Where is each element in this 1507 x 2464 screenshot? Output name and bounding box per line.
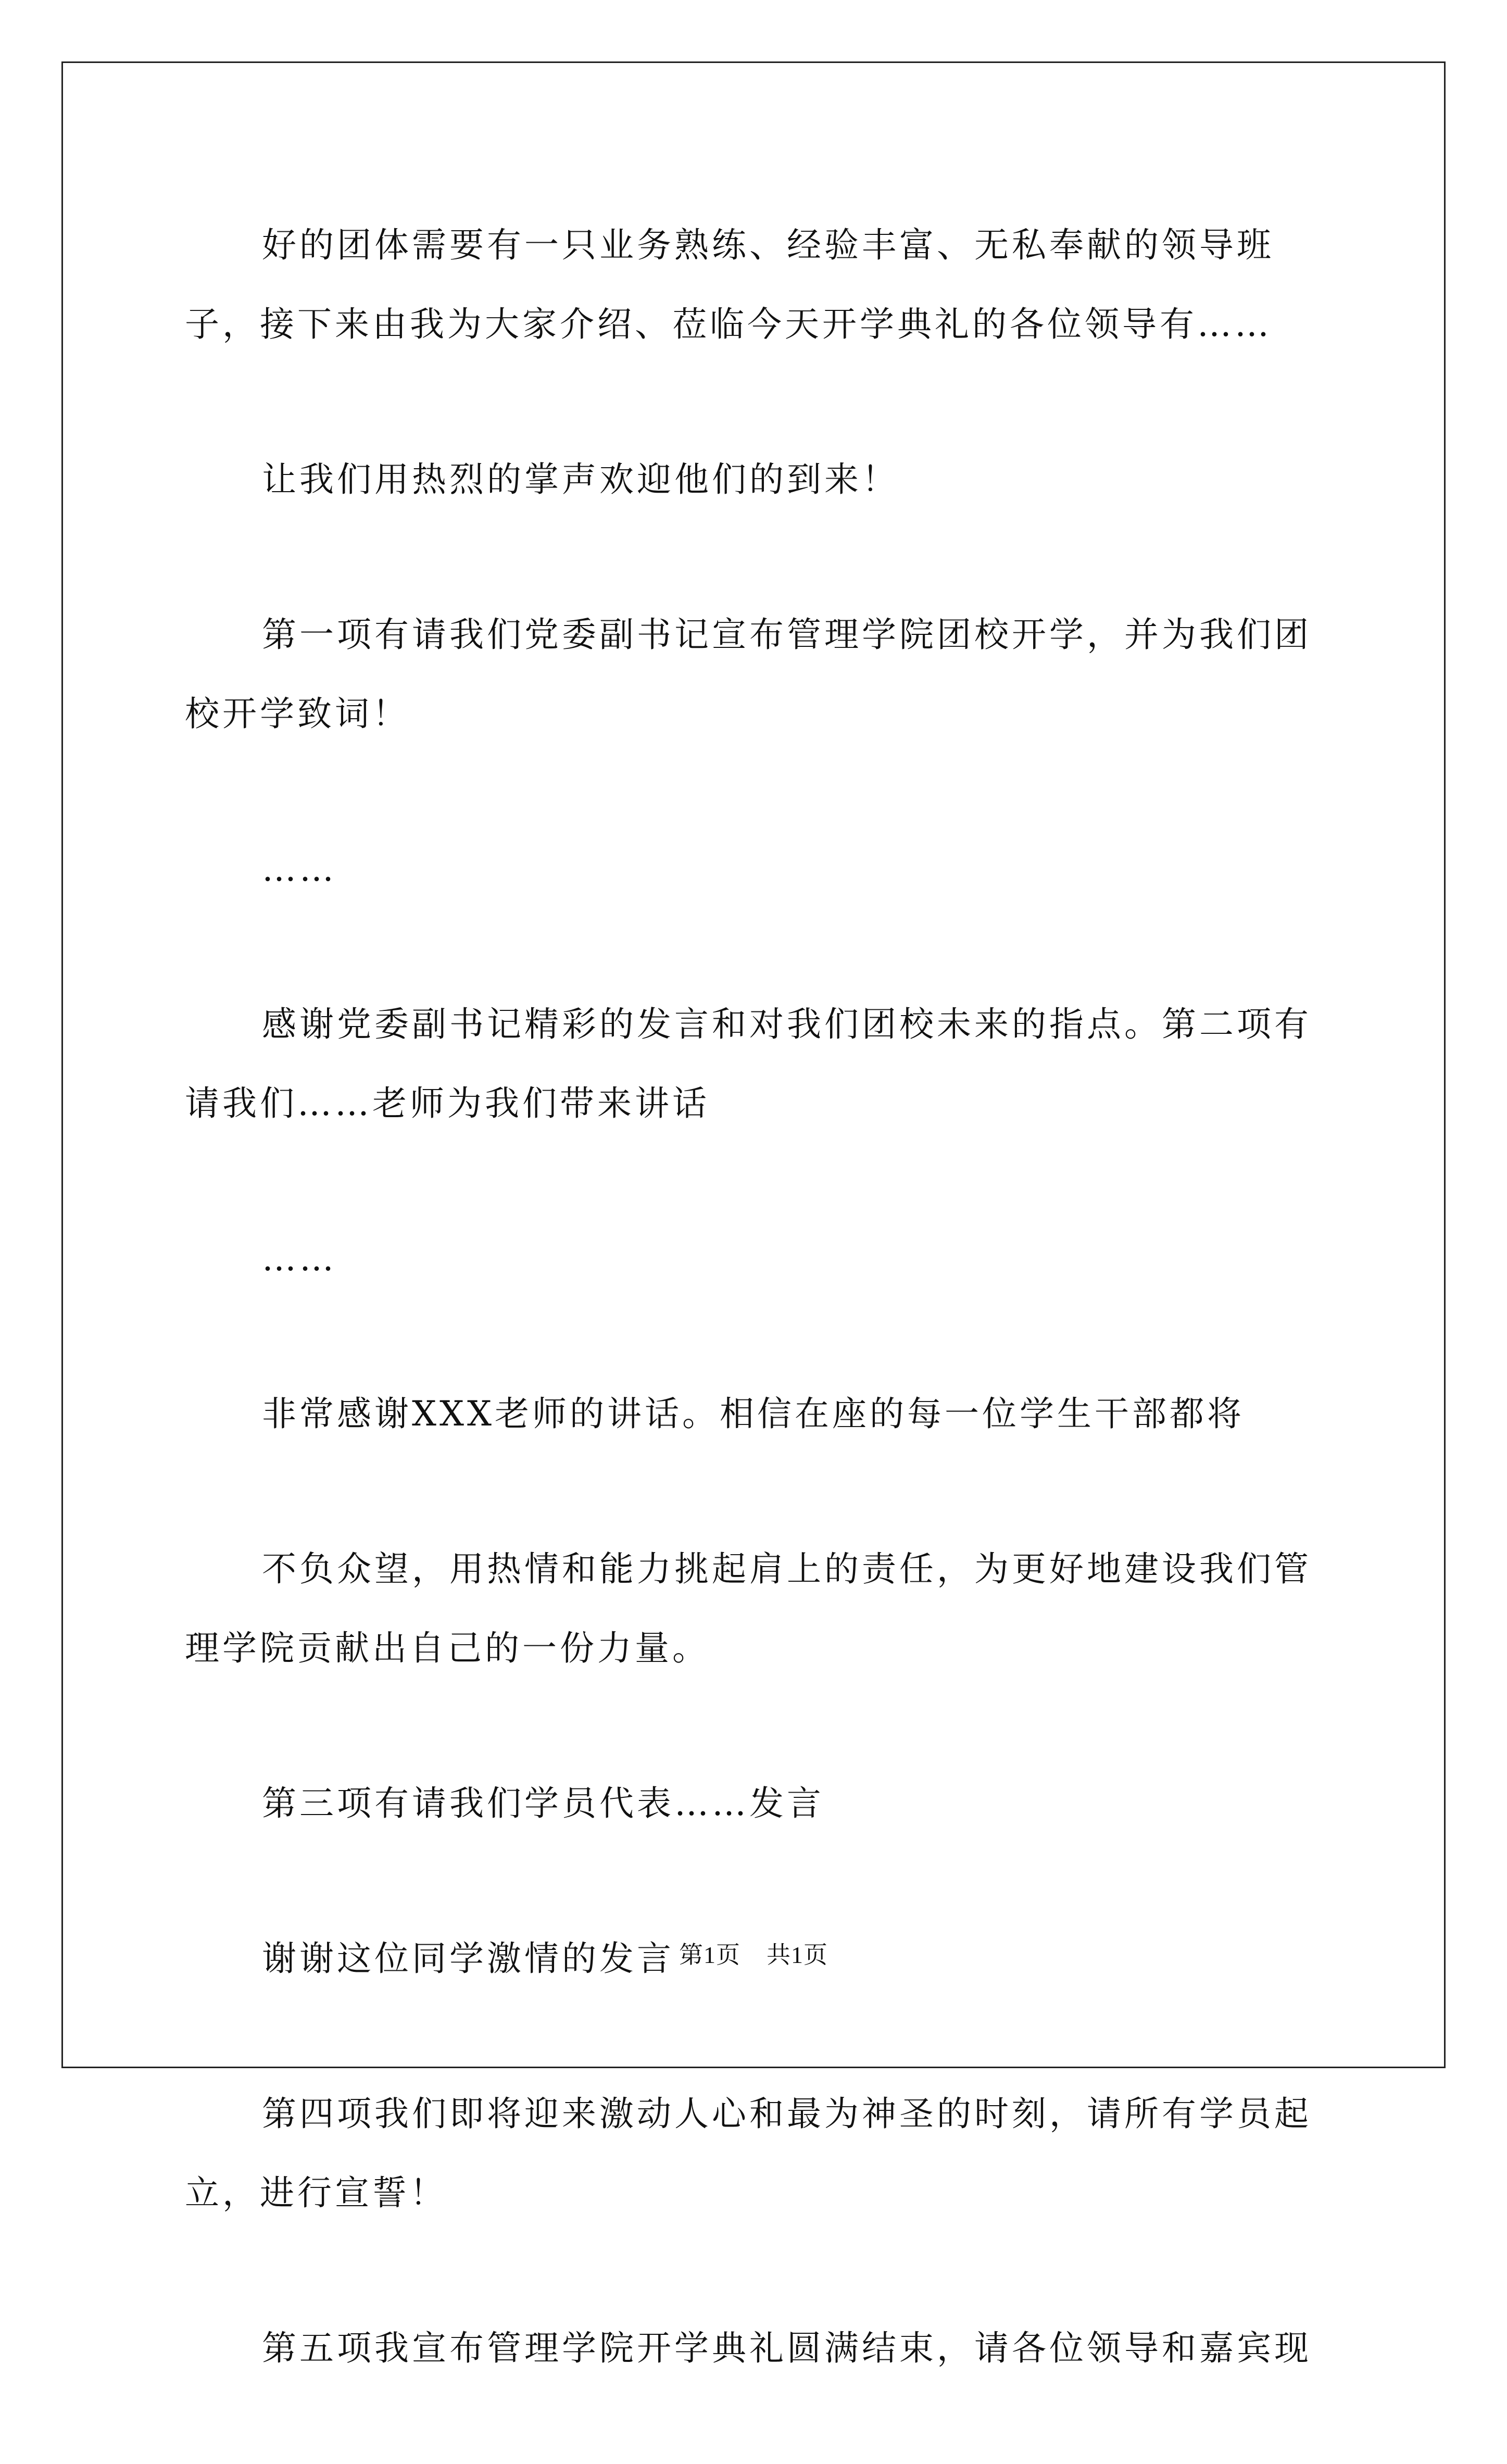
- paragraph-9: 第三项有请我们学员代表……发言: [262, 1783, 824, 1823]
- paragraph-1: 好的团体需要有一只业务熟练、经验丰富、无私奉献的领导班子，接下来由我为大家介绍、莅临今天开学典礼的各位领导有……: [185, 225, 1274, 344]
- paragraph-10: 谢谢这位同学激情的发言: [262, 1938, 674, 1979]
- paragraph-8: 不负众望，用热情和能力挑起肩上的责任，为更好地建设我们管理学院贡献出自己的一份力量。: [185, 1549, 1312, 1668]
- paragraph-2: 让我们用热烈的掌声欢迎他们的到来！: [262, 459, 899, 499]
- document-body: [185, 206, 1336, 2464]
- paragraph-3: 第一项有请我们党委副书记宣布管理学院团校开学，并为我们团校开学致词！: [185, 615, 1312, 734]
- page-footer: [0, 1936, 1507, 1970]
- paragraph-5: 感谢党委副书记精彩的发言和对我们团校未来的指点。第二项有请我们……老师为我们带来讲话: [185, 1004, 1312, 1123]
- paragraph-6-ellipsis: ……: [262, 1239, 337, 1279]
- paragraph-4-ellipsis: ……: [262, 849, 337, 889]
- paragraph-12: 第五项我宣布管理学院开学典礼圆满结束，请各位领导和嘉宾现: [262, 2328, 1312, 2368]
- page-number-total: 共1页: [767, 1942, 828, 1968]
- paragraph-7: 非常感谢XXX老师的讲话。相信在座的每一位学生干部都将: [262, 1394, 1245, 1434]
- page-number-current: 第1页: [679, 1942, 740, 1968]
- paragraph-11: 第四项我们即将迎来激动人心和最为神圣的时刻，请所有学员起立，进行宣誓！: [185, 2094, 1312, 2213]
